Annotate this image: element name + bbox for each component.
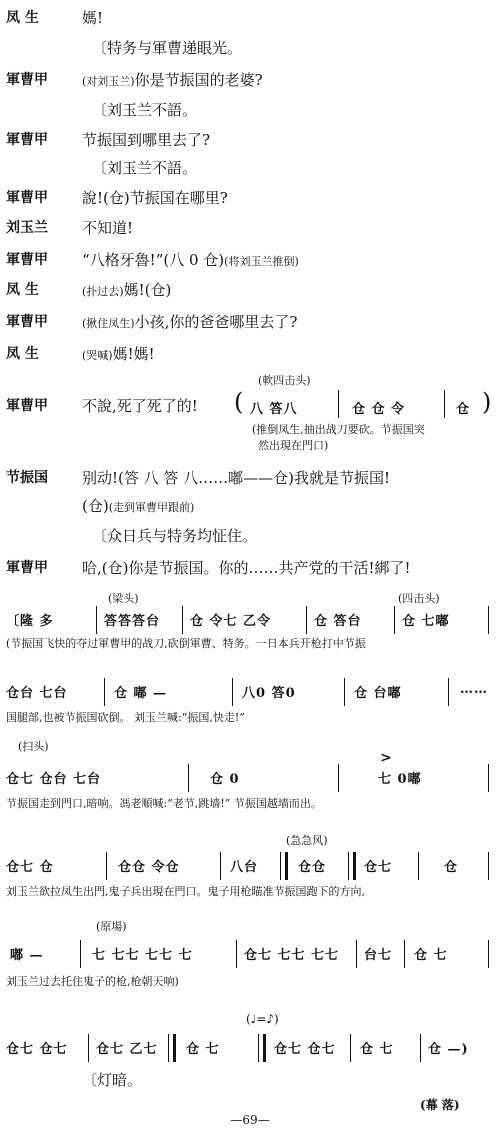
measure: 仓 [456, 402, 471, 417]
speaker: 凤 生 [6, 346, 39, 362]
measure: 嘟 — [10, 948, 44, 963]
line-text: 〔众日兵与特务均怔住。 [92, 527, 258, 545]
measure: 台七 [364, 948, 393, 963]
speaker: 刘玉兰 [6, 220, 48, 236]
measure: 仓 —) [428, 1042, 469, 1057]
measure: 仓 [444, 860, 459, 875]
line-text: 小孩,你的爸爸哪里去了? [134, 313, 298, 331]
measure: 仓 七 [186, 1042, 220, 1057]
line-text: 〔刘玉兰不語。 [92, 101, 198, 119]
stage-note: 国腿部,也被节振国砍倒。 刘玉兰喊:“振国,快走!” [6, 711, 245, 724]
line-text: 媽! [82, 9, 104, 27]
measure: 仓 七 [360, 1042, 394, 1057]
script-page: 凤 生 媽! 〔特务与軍曹递眼光。 軍曹甲 (对刘玉兰)你是节振国的老婆? 〔刘玉兰不語。 軍曹甲 节振国到哪里去了? 〔刘玉兰不語。 軍曹甲 說!(仓)节振国在哪里? 刘玉兰 不知道! 軍曹甲 “八格牙魯!”(八 0 仓)(将刘玉兰推倒) 凤 生 (扑过去)媽!(仓) 軍曹甲 (揪住凤生)小孩,你的爸爸哪里去了? 凤 生 (哭喊)媽!媽! (軟四击头) 軍曹甲 不說,死了死了的! ( 八 答八 仓 仓 令 仓 ) (推倒凤生,抽出战刀要砍。节振国突 然出現在門口) 节振国 别动!(答 八 答 八……嘟——仓)我就是节振国! (仓)(走到軍曹甲跟前) 〔众日兵与特务均怔住。 軍曹甲 哈,(仓)你是节振国。你的……共产党的干活!綁了! (梁头) (四击头) 〔隆 多 答答答台 仓 令七 乙令 仓 答台 仓 七嘟 (节振国飞快的夺过軍曹甲的战刀,砍倒軍曹、特务。一日本兵开枪打中节振 仓台 七台 仓 嘟 — 八0 答0 仓 台嘟 …… 国腿部,也被节振国砍倒。 刘玉兰喊:“振国,快走!” (扫头) 仓七 仓台 七台 仓 0 七 0嘟 > 节振国走到門口,暗响。馮老順喊:“老节,跳墙!” 节振国越墙而出。 (急急风) 仓七 仓 仓仓 令仓 八台 仓仓 仓七 仓 刘玉兰欲拉凤生出門,鬼子兵出現在門口。鬼子用枪瞄准节振国跑下的方向, (原場) 嘟 — 七 七七 七七 七 仓七 七七 七七 台七 仓 七 刘玉兰过去托住鬼子的枪,枪朝天响) (♩=♪) 仓七 仓七 仓七 乙七 仓 七 仓七 仓七 仓 七 仓 —) 〔灯暗。 (幕 落) —69— [0, 0, 500, 1137]
measure: 七 七七 七七 七 [92, 948, 193, 963]
measure: 〔隆 多 [6, 614, 54, 629]
line-text: 媽!(仓) [123, 281, 172, 299]
speaker: 节振国 [6, 470, 48, 486]
percussion-label: (梁头) [108, 592, 139, 605]
measure: 仓七 乙七 [96, 1042, 158, 1057]
stage-note: 刘玉兰过去托住鬼子的枪,枪朝天响) [6, 975, 179, 988]
direction: (哭喊) [82, 349, 113, 362]
measure: 仓 台嘟 [354, 686, 402, 701]
measure: 仓七 [364, 860, 393, 875]
measure: 仓七 仓七 [274, 1042, 336, 1057]
line-text: 〔特务与軍曹递眼光。 [92, 39, 243, 57]
direction: (扑过去) [82, 285, 124, 298]
line-text: 〔刘玉兰不語。 [92, 159, 198, 177]
measure: 仓七 七七 七七 [244, 948, 340, 963]
measure: 仓 仓 令 [352, 402, 406, 417]
stage-note: (节振国飞快的夺过軍曹甲的战刀,砍倒軍曹、特务。一日本兵开枪打中节振 [6, 637, 366, 650]
line-text: 别动!(答 八 答 八……嘟——仓)我就是节振国! [82, 469, 391, 487]
measure: 八 答八 [250, 402, 298, 417]
measure: 仓七 仓台 七台 [6, 772, 102, 787]
direction: (揪住凤生) [82, 317, 135, 330]
tempo-marking: (♩=♪) [246, 1012, 279, 1026]
direction: (对刘玉兰) [82, 75, 135, 88]
measure: 七 0嘟 [378, 772, 422, 787]
speaker: 軍曹甲 [6, 398, 48, 414]
speaker: 軍曹甲 [6, 314, 48, 330]
stage-note: (推倒凤生,抽出战刀要砍。节振国突 [252, 423, 425, 436]
line-text: 不知道! [82, 219, 134, 237]
speaker: 凤 生 [6, 10, 39, 26]
direction: (走到軍曹甲跟前) [108, 501, 195, 514]
page-number: —69— [230, 1113, 270, 1127]
measure: 仓 嘟 — [114, 686, 168, 701]
speaker: 軍曹甲 [6, 190, 48, 206]
line-text: “八格牙魯!”(八 0 仓) [82, 251, 225, 269]
measure: 答答答台 [104, 614, 161, 629]
speaker: 軍曹甲 [6, 560, 48, 576]
measure: 八台 [230, 860, 259, 875]
line-text: 〔灯暗。 [82, 1071, 143, 1089]
line-text: 說!(仓)节振国在哪里? [82, 189, 228, 207]
measure: 仓台 七台 [6, 686, 68, 701]
line-text: 媽!媽! [112, 345, 155, 363]
direction: (将刘玉兰推倒) [224, 255, 299, 268]
measure: 仓 七嘟 [402, 614, 450, 629]
measure: 仓 令七 乙令 [190, 614, 272, 629]
stage-note: 然出現在門口) [258, 439, 329, 452]
speaker: 軍曹甲 [6, 252, 48, 268]
line-text: 哈,(仓)你是节振国。你的……共产党的干活!綁了! [82, 559, 411, 577]
measure: 仓七 仓 [6, 860, 54, 875]
measure: 仓七 仓七 [6, 1042, 68, 1057]
line-text: (仓) [82, 497, 109, 515]
percussion-label: (原場) [96, 920, 127, 933]
stage-note: 节振国走到門口,暗响。馮老順喊:“老节,跳墙!” 节振国越墙而出。 [6, 797, 322, 810]
measure: 仓 答台 [314, 614, 362, 629]
percussion-label: (四击头) [398, 592, 440, 605]
stage-note: 刘玉兰欲拉凤生出門,鬼子兵出現在門口。鬼子用枪瞄准节振国跑下的方向, [6, 885, 365, 898]
percussion-label: (急急风) [286, 834, 328, 847]
measure: 仓仓 令仓 [118, 860, 180, 875]
line-text: 节振国到哪里去了? [82, 131, 211, 149]
curtain-note: (幕 落) [420, 1098, 460, 1112]
speaker: 軍曹甲 [6, 72, 48, 88]
measure: …… [460, 682, 488, 697]
measure: 仓 0 [210, 772, 240, 787]
measure: 仓仓 [298, 860, 327, 875]
percussion-label: (扫头) [18, 740, 49, 753]
measure: 仓 七 [414, 948, 448, 963]
speaker: 凤 生 [6, 282, 39, 298]
speaker: 軍曹甲 [6, 132, 48, 148]
line-text: 你是节振国的老婆? [134, 71, 263, 89]
measure: 八0 答0 [242, 686, 296, 701]
percussion-label: (軟四击头) [258, 374, 311, 387]
line-text: 不說,死了死了的! [82, 397, 198, 415]
